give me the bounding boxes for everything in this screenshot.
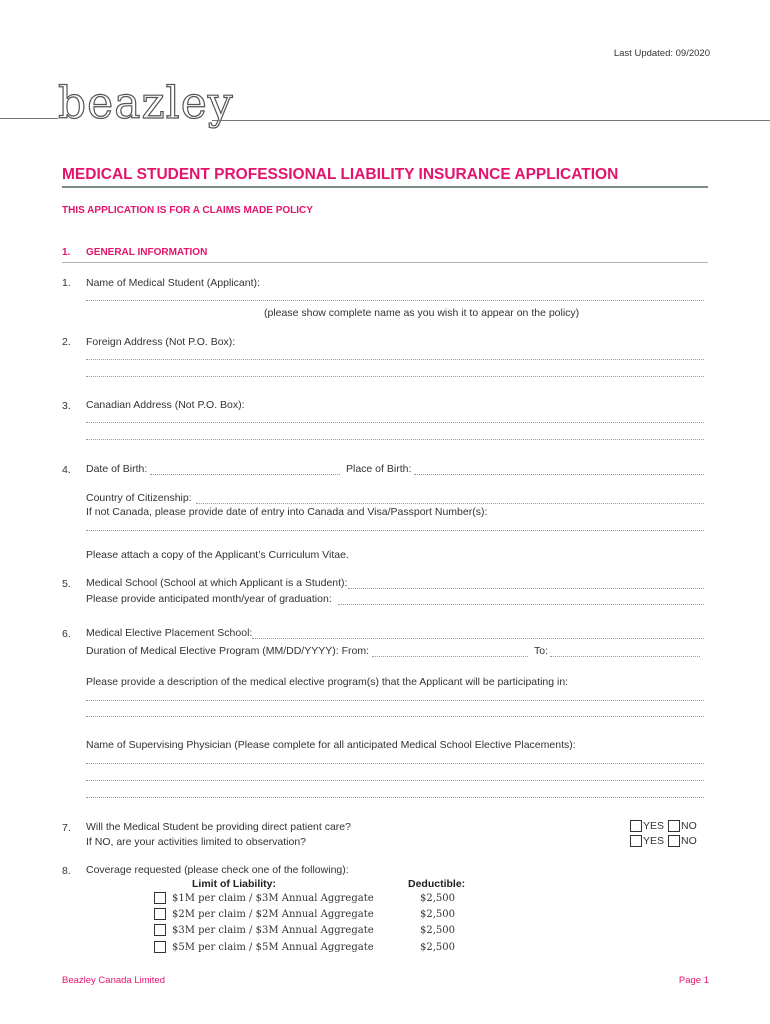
page-title: MEDICAL STUDENT PROFESSIONAL LIABILITY INSURANCE APPLICATION xyxy=(62,166,619,183)
q5-number: 5. xyxy=(62,578,71,590)
patient-care-yes-checkbox[interactable] xyxy=(630,820,642,832)
coverage-option-checkbox[interactable] xyxy=(154,941,166,953)
placement-school-field[interactable] xyxy=(252,638,704,639)
q3-number: 3. xyxy=(62,400,71,412)
coverage-option-limit: $5M per claim / $5M Annual Aggregate xyxy=(172,942,374,953)
logo-rule-right xyxy=(212,120,770,121)
supervising-physician-field-3[interactable] xyxy=(86,797,704,798)
dob-field[interactable] xyxy=(150,474,340,475)
foreign-address-field-1[interactable] xyxy=(86,359,704,360)
patient-care-yes-label: YES xyxy=(643,820,665,832)
footer-company: Beazley Canada Limited xyxy=(62,975,165,986)
program-description-label: Please provide a description of the medical elective program(s) that the Applicant will be participating in: xyxy=(86,676,569,688)
q6-number: 6. xyxy=(62,628,71,640)
medical-school-label: Medical School (School at which Applicant is a Student): xyxy=(86,577,348,589)
foreign-address-label: Foreign Address (Not P.O. Box): xyxy=(86,336,236,348)
applicant-name-field[interactable] xyxy=(86,300,704,301)
limit-header: Limit of Liability: xyxy=(192,878,276,890)
visa-field[interactable] xyxy=(86,530,704,531)
q1-number: 1. xyxy=(62,277,71,289)
page-subtitle: THIS APPLICATION IS FOR A CLAIMS MADE POLICY xyxy=(62,205,313,216)
section-number: 1. xyxy=(62,247,71,258)
supervising-physician-field-1[interactable] xyxy=(86,763,704,764)
citizenship-label: Country of Citizenship: xyxy=(86,492,192,504)
deductible-header: Deductible: xyxy=(408,878,466,890)
patient-care-no-checkbox[interactable] xyxy=(668,820,680,832)
supervising-physician-label: Name of Supervising Physician (Please complete for all anticipated Medical School Elective Placements): xyxy=(86,739,576,751)
q8-number: 8. xyxy=(62,865,71,877)
q2-number: 2. xyxy=(62,336,71,348)
section-rule xyxy=(62,262,708,263)
visa-label: If not Canada, please provide date of entry into Canada and Visa/Passport Number(s): xyxy=(86,506,488,518)
observation-no-checkbox[interactable] xyxy=(668,835,680,847)
graduation-field[interactable] xyxy=(338,604,704,605)
applicant-name-note: (please show complete name as you wish it to appear on the policy) xyxy=(264,307,580,319)
duration-to-label: To: xyxy=(534,645,549,657)
duration-to-field[interactable] xyxy=(550,656,700,657)
q4-number: 4. xyxy=(62,464,71,476)
citizenship-field[interactable] xyxy=(196,503,704,504)
coverage-option-limit: $1M per claim / $3M Annual Aggregate xyxy=(172,893,374,904)
observation-yes-label: YES xyxy=(643,835,665,847)
coverage-option-deductible: $2,500 xyxy=(420,925,455,936)
supervising-physician-field-2[interactable] xyxy=(86,780,704,781)
coverage-option-checkbox[interactable] xyxy=(154,892,166,904)
title-rule xyxy=(62,186,708,188)
section-heading: GENERAL INFORMATION xyxy=(86,247,208,258)
coverage-option-checkbox[interactable] xyxy=(154,924,166,936)
coverage-option-deductible: $2,500 xyxy=(420,909,455,920)
footer-page-number: Page 1 xyxy=(678,975,709,986)
observation-yes-checkbox[interactable] xyxy=(630,835,642,847)
coverage-label: Coverage requested (please check one of the following): xyxy=(86,864,349,876)
pob-field[interactable] xyxy=(414,474,704,475)
canadian-address-field-1[interactable] xyxy=(86,422,704,423)
last-updated: Last Updated: 09/2020 xyxy=(613,48,710,59)
foreign-address-field-2[interactable] xyxy=(86,376,704,377)
canadian-address-field-2[interactable] xyxy=(86,439,704,440)
observation-no-label: NO xyxy=(681,835,697,847)
graduation-label: Please provide anticipated month/year of graduation: xyxy=(86,593,332,605)
canadian-address-label: Canadian Address (Not P.O. Box): xyxy=(86,399,245,411)
coverage-option-limit: $3M per claim / $3M Annual Aggregate xyxy=(172,925,374,936)
beazley-logo: beazley xyxy=(58,78,234,129)
program-description-field-1[interactable] xyxy=(86,700,704,701)
patient-care-no-label: NO xyxy=(681,820,697,832)
patient-care-question: Will the Medical Student be providing direct patient care? xyxy=(86,821,351,833)
medical-school-field[interactable] xyxy=(348,588,704,589)
dob-label: Date of Birth: xyxy=(86,463,148,475)
cv-note: Please attach a copy of the Applicant’s Curriculum Vitae. xyxy=(86,549,349,561)
duration-from-field[interactable] xyxy=(372,656,528,657)
placement-school-label: Medical Elective Placement School: xyxy=(86,627,253,639)
observation-question: If NO, are your activities limited to observation? xyxy=(86,836,307,848)
pob-label: Place of Birth: xyxy=(346,463,412,475)
q7-number: 7. xyxy=(62,822,71,834)
program-description-field-2[interactable] xyxy=(86,716,704,717)
coverage-option-deductible: $2,500 xyxy=(420,893,455,904)
coverage-option-limit: $2M per claim / $2M Annual Aggregate xyxy=(172,909,374,920)
applicant-name-label: Name of Medical Student (Applicant): xyxy=(86,277,260,289)
coverage-option-checkbox[interactable] xyxy=(154,908,166,920)
duration-label: Duration of Medical Elective Program (MM/DD/YYYY): From: xyxy=(86,645,369,657)
logo-rule-left xyxy=(0,118,58,119)
coverage-option-deductible: $2,500 xyxy=(420,942,455,953)
